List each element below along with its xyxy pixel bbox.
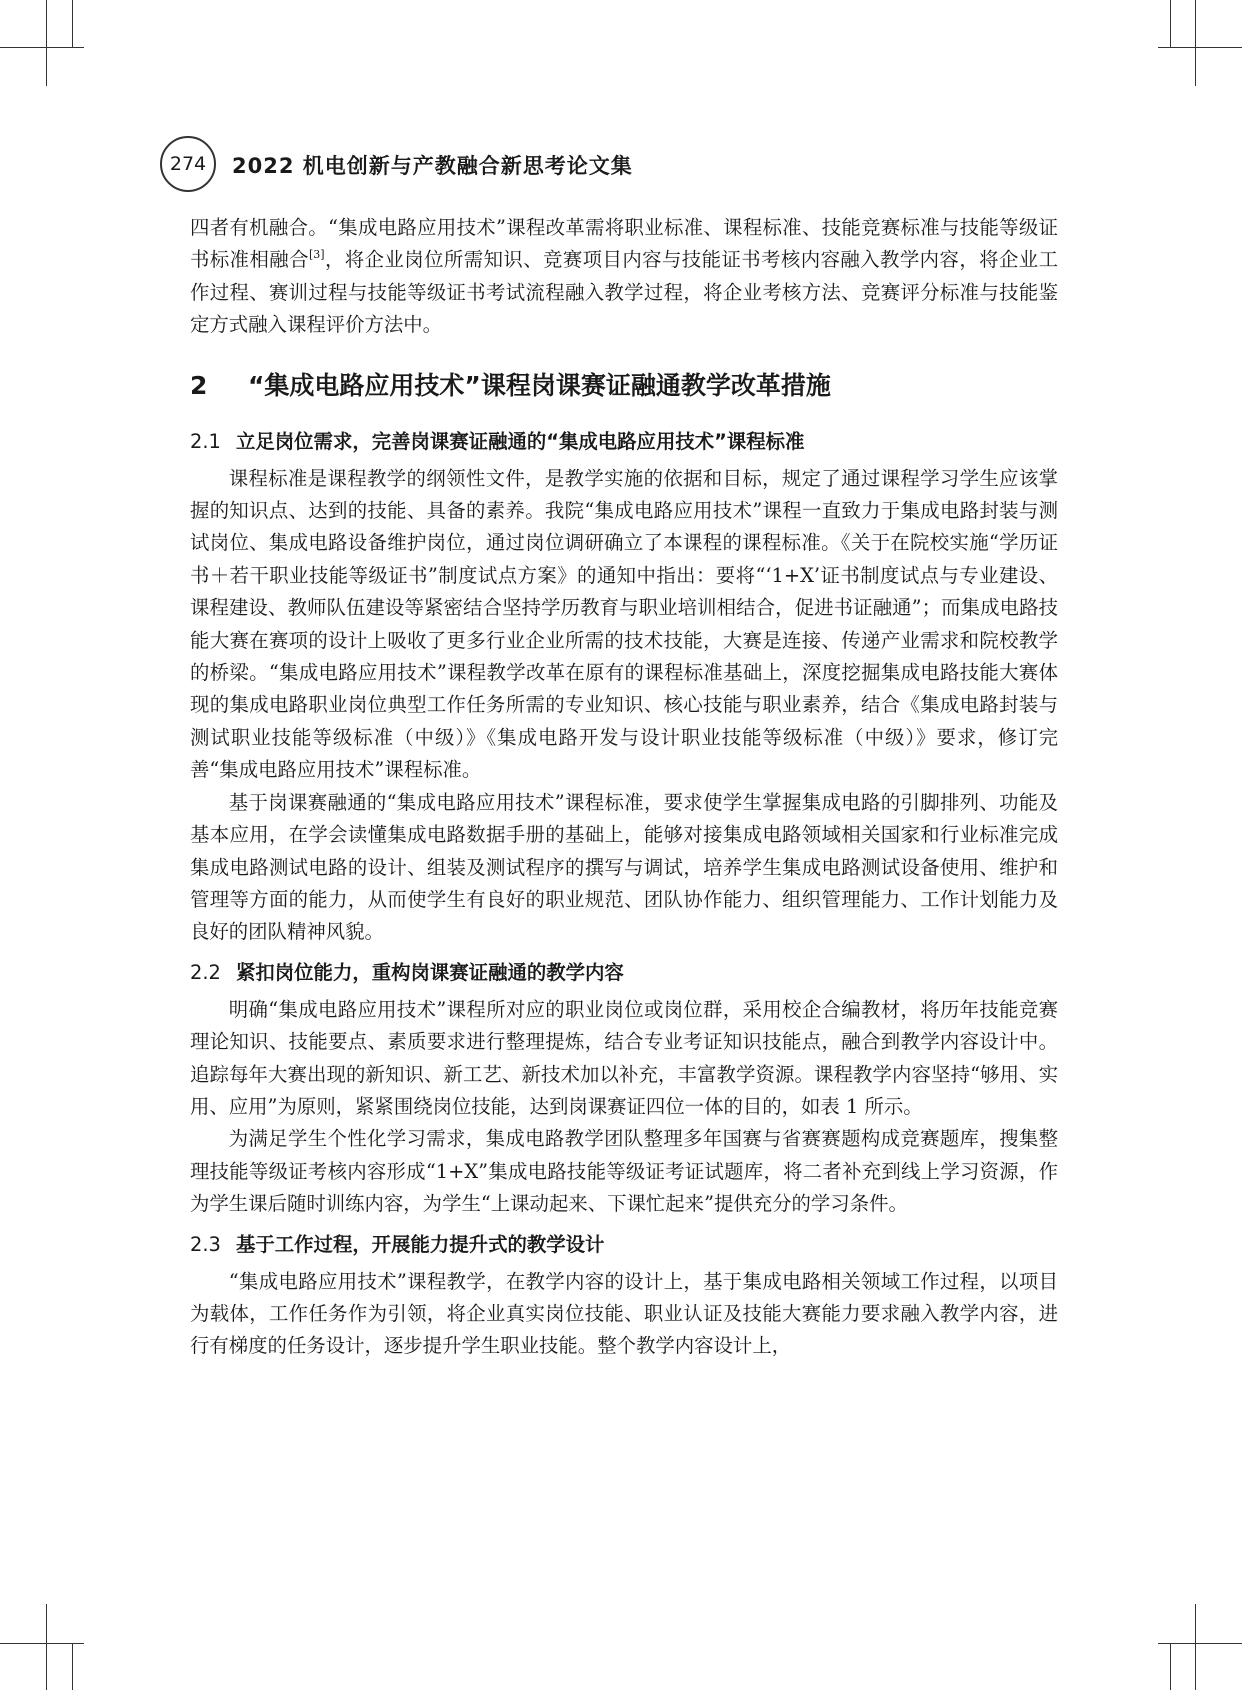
page-body [190,212,1058,1363]
crop-mark [46,1604,47,1690]
book-title: 2022 机电创新与产教融合新思考论文集 [232,154,633,178]
subsection-heading: 2.3 基于工作过程，开展能力提升式的教学设计 [190,1232,605,1256]
citation-ref: [3] [308,248,325,262]
body-paragraph: 基于岗课赛融通的“集成电路应用技术”课程标准，要求使学生掌握集成电路的引脚排列、功能及基本应用，在学会读懂集成电路数据手册的基础上，能够对接集成电路领域相关国家和行业标准完成集成电路测试电路的设计、组装及测试程序的撰写与调试，培养学生集成电路测试设备使用、维护和管理等方面的能力，从而使学生有良好的职业规范、团队协作能力、组织管理能力、工作计划能力及良好的团队精神风貌。 [190,790,1058,944]
body-paragraph: 明确“集成电路应用技术”课程所对应的职业岗位或岗位群，采用校企合编教材，将历年技能竞赛理论知识、技能要点、素质要求进行整理提炼，结合专业考证知识技能点，融合到教学内容设计中。追踪每年大赛出现的新知识、新工艺、新技术加以补充，丰富教学资源。课程教学内容坚持“够用、实用、应用”为原则，紧紧围绕岗位技能，达到岗课赛证四位一体的目的，如表 1 所示。 [190,997,1058,1118]
page-number: 274 [160,136,216,192]
section-heading: 2 “集成电路应用技术”课程岗课赛证融通教学改革措施 [190,370,831,400]
crop-mark [46,0,47,86]
crop-mark [72,1643,73,1690]
subsection-heading: 2.2 紧扣岗位能力，重构岗课赛证融通的教学内容 [190,960,624,984]
crop-mark [72,0,73,48]
crop-mark [1195,0,1196,86]
subsection-heading: 2.1 立足岗位需求，完善岗课赛证融通的“集成电路应用技术”课程标准 [190,429,805,453]
body-paragraph: 为满足学生个性化学习需求，集成电路教学团队整理多年国赛与省赛赛题构成竞赛题库，搜集整理技能等级证考核内容形成“1+X”集成电路技能等级证考证试题库，将二者补充到线上学习资源，作为学生课后随时训练内容，为学生“上课动起来、下课忙起来”提供充分的学习条件。 [190,1127,1058,1216]
body-paragraph: 课程标准是课程教学的纲领性文件，是教学实施的依据和目标，规定了通过课程学习学生应该掌握的知识点、达到的技能、具备的素养。我院“集成电路应用技术”课程一直致力于集成电路封装与测试岗位、集成电路设备维护岗位，通过岗位调研确立了本课程的课程标准。《关于在院校实施“学历证书＋若干职业技能等级证书”制度试点方案》的通知中指出：要将“‘1+X’证书制度试点与专业建设、课程建设、教师队伍建设等紧密结合坚持学历教育与职业培训相结合，促进书证融通”；而集成电路技能大赛在赛项的设计上吸收了更多行业企业所需的技术技能，大赛是连接、传递产业需求和院校教学的桥梁。“集成电路应用技术”课程教学改革在原有的课程标准基础上，深度挖掘集成电路技能大赛体现的集成电路职业岗位典型工作任务所需的专业知识、核心技能与职业素养，结合《集成电路封装与测试职业技能等级标准（中级）》《集成电路开发与设计职业技能等级标准（中级）》要求，修订完善“集成电路应用技术”课程标准。 [190,466,1058,782]
crop-mark [1170,1643,1171,1690]
body-paragraph: “集成电路应用技术”课程教学，在教学内容的设计上，基于集成电路相关领域工作过程，以项目为载体，工作任务作为引领，将企业真实岗位技能、职业认证及技能大赛能力要求融入教学内容，进行有梯度的任务设计，逐步提升学生职业技能。整个教学内容设计上， [190,1269,1058,1358]
crop-mark [1195,1604,1196,1690]
crop-mark [1170,0,1171,48]
intro-paragraph: 四者有机融合。“集成电路应用技术”课程改革需将职业标准、课程标准、技能竞赛标准与技能等级证书标准相融合[3]，将企业岗位所需知识、竞赛项目内容与技能证书考核内容融入教学内容，将企业工作过程、赛训过程与技能等级证书考试流程融入教学过程，将企业考核方法、竞赛评分标准与技能鉴定方式融入课程评价方法中。 [190,216,1059,337]
